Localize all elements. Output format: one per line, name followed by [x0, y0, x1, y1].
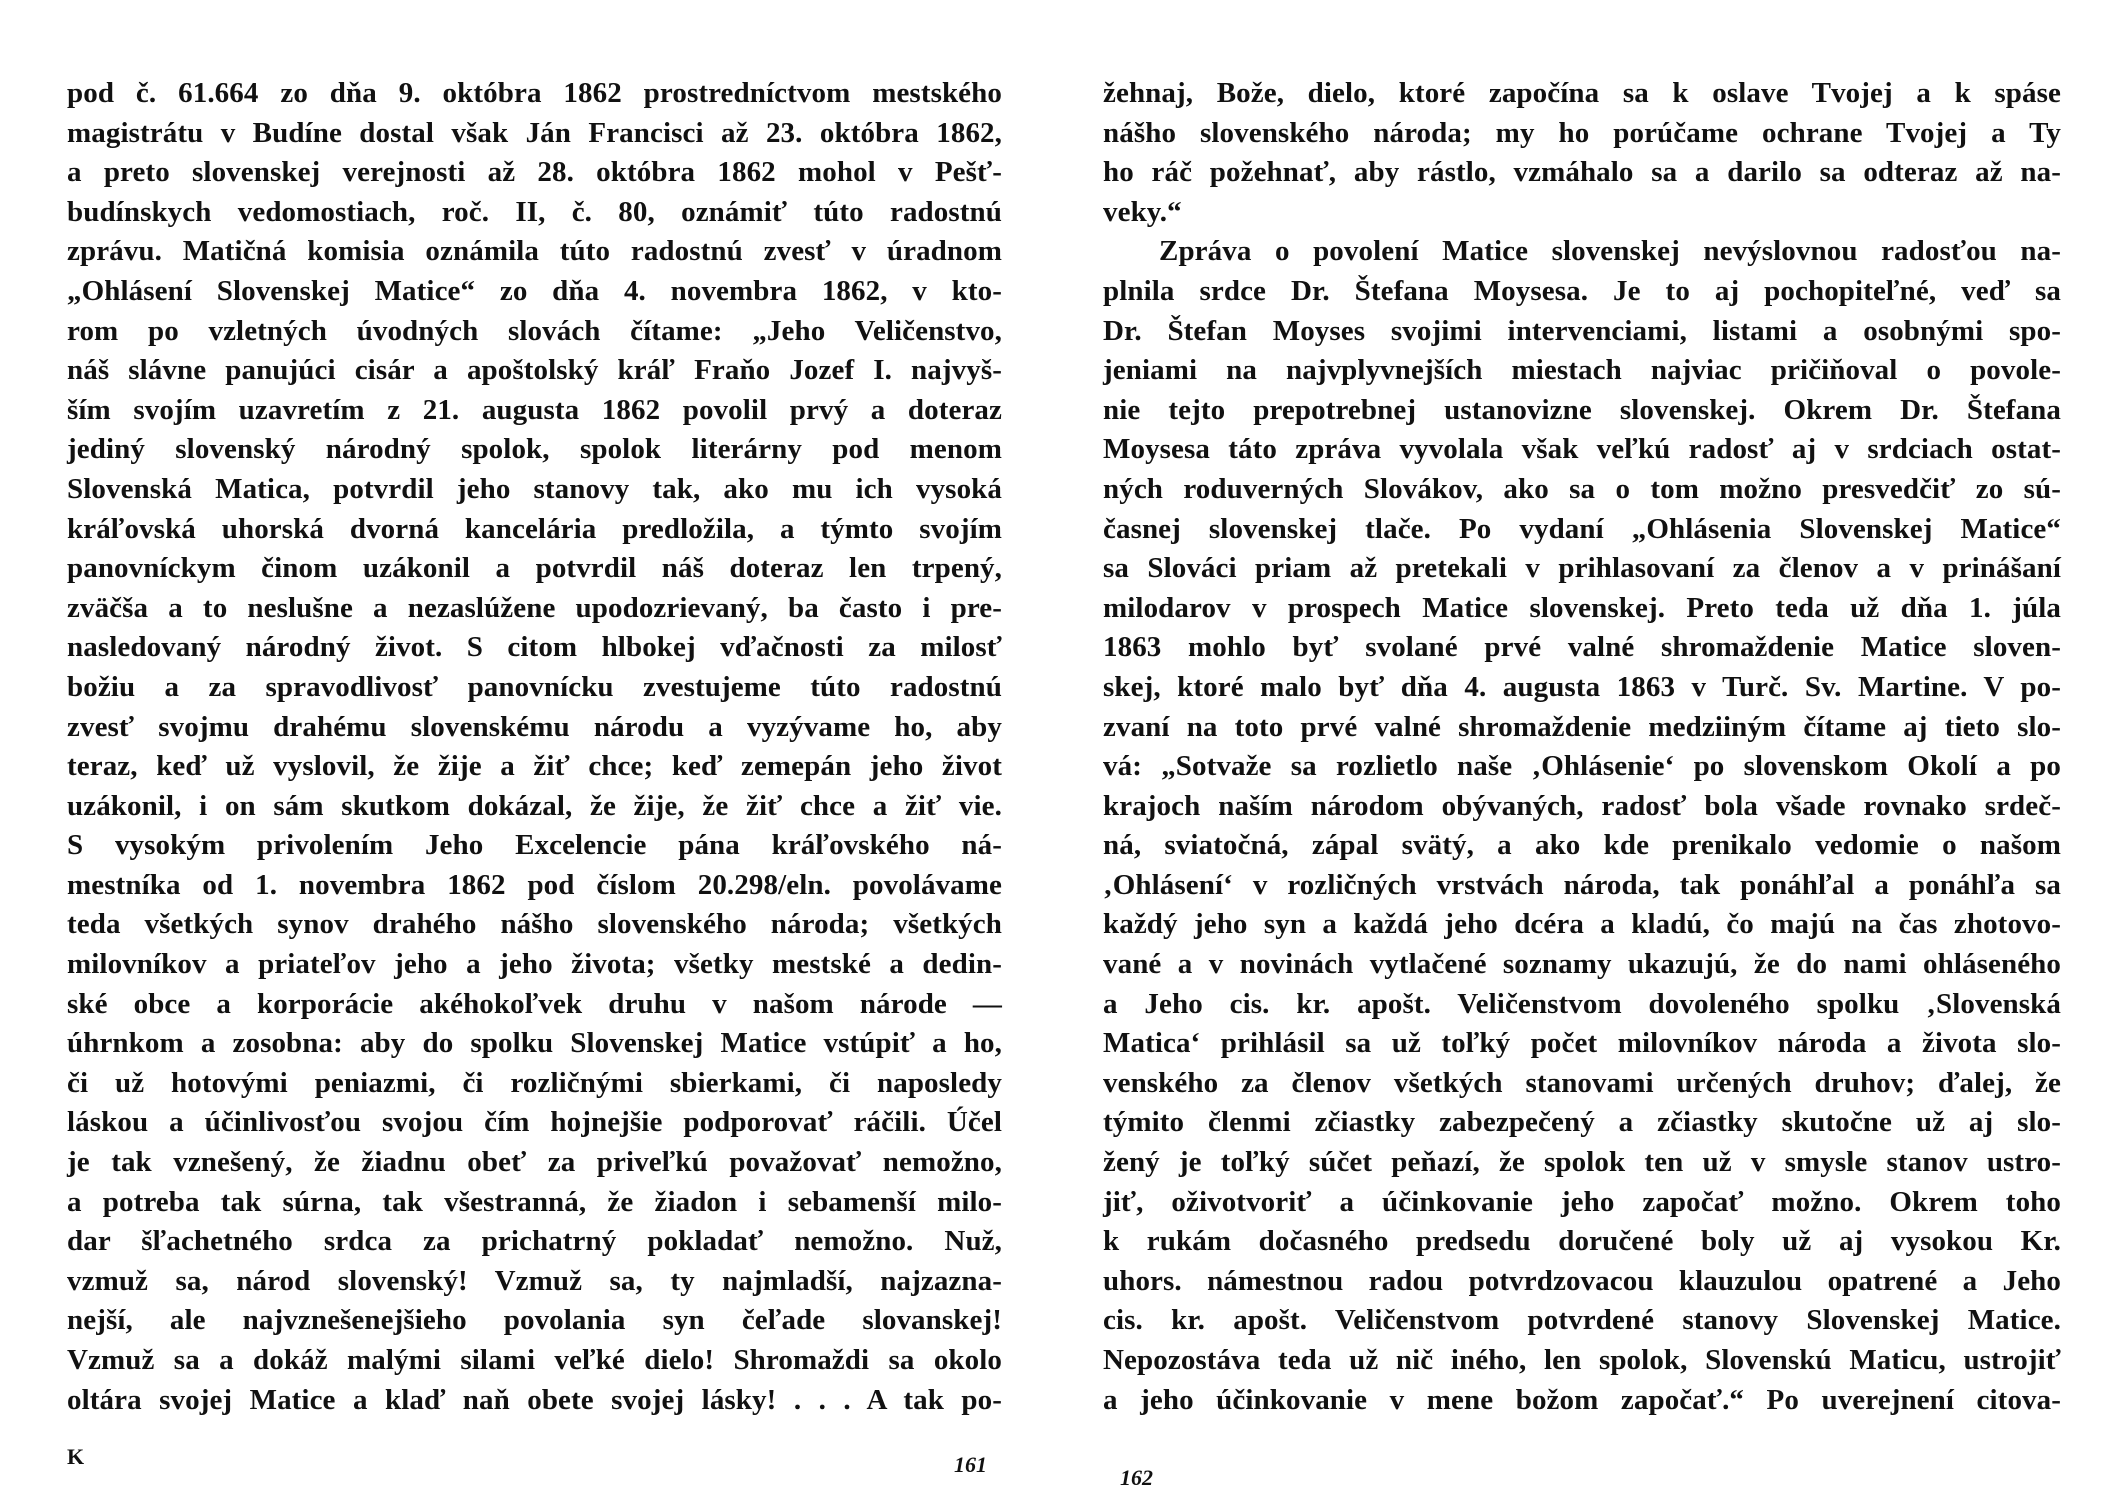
text-line: teda všetkých synov drahého nášho slovenského národa; všetkých — [67, 908, 1002, 941]
text-line: dar šľachetného srdca za prichatrný pokladať nemožno. Nuž, — [67, 1225, 1002, 1258]
text-line: milovníkov a priateľov jeho a jeho života; všetky mestské a dedin- — [67, 948, 1002, 981]
text-line: jiť, oživotvoriť a účinkovanie jeho započať možno. Okrem toho — [1103, 1185, 2061, 1218]
page-number: 161 — [954, 1452, 987, 1477]
text-line: skej, ktoré malo byť dňa 4. augusta 1863 v Turč. Sv. Martine. V po- — [1103, 670, 2061, 703]
text-line: zvesť svojmu drahému slovenskému národu a vyzývame ho, aby — [67, 710, 1002, 743]
text-line: zvaní na toto prvé valné shromaždenie medziiným čítame aj tieto slo- — [1103, 710, 2061, 743]
text-line: náš slávne panujúci cisár a apoštolský kráľ Fraňo Jozef I. najvyš- — [67, 354, 1002, 387]
page-number: 162 — [1120, 1465, 1153, 1490]
text-line: teraz, keď už vyslovil, že žije a žiť chce; keď zemepán jeho život — [67, 750, 1002, 783]
text-line: nejší, ale najvznešenejšieho povolania syn čeľade slovanskej! — [67, 1304, 1002, 1337]
text-line: pod č. 61.664 zo dňa 9. októbra 1862 prostredníctvom mestského — [67, 77, 1002, 109]
text-line: časnej slovenskej tlače. Po vydaní „Ohlásenia Slovenskej Matice“ — [1103, 512, 2061, 545]
right-page — [1053, 0, 2106, 1500]
text-line: vané a v novinách vytlačené soznamy ukazujú, že do nami ohláseného — [1103, 948, 2061, 981]
text-line: je tak vznešený, že žiadnu obeť za priveľkú považovať nemožno, — [67, 1146, 1002, 1179]
text-line: Vzmuž sa a dokáž malými silami veľké dielo! Shromaždi sa okolo — [67, 1344, 1002, 1376]
text-line: úhrnkom a zosobna: aby do spolku Slovenskej Matice vstúpiť a ho, — [67, 1027, 1002, 1060]
text-line: oltára svojej Matice a klaď naň obete svojej lásky! . . . A tak po- — [67, 1383, 1002, 1416]
text-line: budínskych vedomostiach, roč. II, č. 80, oznámiť túto radostnú — [67, 195, 1002, 228]
text-line: ské obce a korporácie akéhokoľvek druhu v našom národe — — [67, 987, 1002, 1020]
text-line: každý jeho syn a každá jeho dcéra a kladú, čo majú na čas zhotovo- — [1103, 908, 2061, 941]
text-line: Nepozostáva teda už nič iného, len spolok, Slovenskú Maticu, ustrojiť — [1103, 1344, 2061, 1376]
text-line: láskou a účinlivosťou svojou čím hojnejšie podporovať ráčili. Účel — [67, 1106, 1002, 1139]
text-line: Slovenská Matica, potvrdil jeho stanovy tak, ako mu ich vysoká — [67, 472, 1002, 505]
text-line: týmito členmi zčiastky zabezpečený a zčiastky skutočne už aj slo- — [1103, 1106, 2061, 1139]
text-line: S vysokým privolením Jeho Excelencie pána kráľovského ná- — [67, 829, 1002, 862]
text-line: vzmuž sa, národ slovenský! Vzmuž sa, ty najmladší, najzazna- — [67, 1264, 1002, 1297]
text-line: k rukám dočasného predsedu doručené boly už aj vysokou Kr. — [1103, 1225, 2061, 1258]
text-line: žený je toľký súčet peňazí, že spolok ten už v smysle stanov ustro- — [1103, 1146, 2061, 1179]
text-line: jediný slovenský národný spolok, spolok literárny pod menom — [67, 433, 1002, 466]
left-text-column — [67, 74, 1002, 1420]
text-line: plnila srdce Dr. Štefana Moysesa. Je to aj pochopiteľné, veď sa — [1103, 274, 2061, 307]
text-line: krajoch naším národom obývaných, radosť bola všade rovnako srdeč- — [1103, 789, 2061, 822]
text-line: 1863 mohlo byť svolané prvé valné shromaždenie Matice sloven- — [1103, 631, 2061, 664]
text-line: „Ohlásení Slovenskej Matice“ zo dňa 4. novembra 1862, v kto- — [67, 274, 1002, 307]
text-line: mestníka od 1. novembra 1862 pod číslom 20.298/eln. povolávame — [67, 868, 1002, 901]
text-line: žehnaj, Bože, dielo, ktoré započína sa k oslave Tvojej a k spáse — [1103, 77, 2061, 109]
text-line: nasledovaný národný život. S citom hlbokej vďačnosti za milosť — [67, 631, 1002, 664]
text-line: nášho slovenského národa; my ho porúčame ochrane Tvojej a Ty — [1103, 116, 2061, 149]
text-line: ho ráč požehnať, aby rástlo, vzmáhalo sa a darilo sa odteraz až na- — [1103, 156, 2061, 189]
text-line: ných roduverných Slovákov, ako sa o tom možno presvedčiť zo sú- — [1103, 472, 2061, 505]
text-line: ná, sviatočná, zápal svätý, a ako kde prenikalo vedomie o našom — [1103, 829, 2061, 862]
right-text-column — [1103, 74, 2061, 1420]
text-line: Moysesa táto zpráva vyvolala však veľkú radosť aj v srdciach ostat- — [1103, 433, 2061, 466]
text-line: nie tejto prepotrebnej ustanovizne slovenskej. Okrem Dr. Štefana — [1103, 393, 2061, 426]
text-line: sa Slováci priam až pretekali v prihlasovaní za členov a v prinášaní — [1103, 552, 2061, 585]
text-line: zväčša a to neslušne a nezaslúžene upodozrievaný, ba často i pre- — [67, 591, 1002, 624]
text-line: Matica‘ prihlásil sa už toľký počet milovníkov národa a života slo- — [1103, 1027, 2061, 1060]
text-line: venského za členov všetkých stanovami určených druhov; ďalej, že — [1103, 1066, 2061, 1099]
text-line: či už hotovými peniazmi, či rozličnými sbierkami, či naposledy — [67, 1066, 1002, 1099]
text-line: cis. kr. apošt. Veličenstvom potvrdené stanovy Slovenskej Matice. — [1103, 1304, 2061, 1337]
text-line: vá: „Sotvaže sa rozlietlo naše ‚Ohlásenie‘ po slovenskom Okolí a po — [1103, 750, 2061, 783]
text-line: a jeho účinkovanie v mene božom započať.“ Po uverejnení citova- — [1103, 1383, 2061, 1416]
text-line: zprávu. Matičná komisia oznámila túto radostnú zvesť v úradnom — [67, 235, 1002, 268]
text-line: jeniami na najvplyvnejších miestach najviac pričiňoval o povole- — [1103, 354, 2061, 387]
signature-mark: K — [67, 1444, 85, 1469]
text-line: ším svojím uzavretím z 21. augusta 1862 povolil prvý a doteraz — [67, 393, 1002, 426]
text-line: milodarov v prospech Matice slovenskej. Preto teda už dňa 1. júla — [1103, 591, 2061, 624]
text-line: magistrátu v Budíne dostal však Ján Francisci až 23. októbra 1862, — [67, 116, 1002, 149]
text-line: božiu a za spravodlivosť panovnícku zvestujeme túto radostnú — [67, 670, 1002, 703]
text-line: panovníckym činom uzákonil a potvrdil náš doteraz len trpený, — [67, 552, 1002, 585]
text-line: a Jeho cis. kr. apošt. Veličenstvom dovoleného spolku ‚Slovenská — [1103, 987, 2061, 1020]
text-line: a preto slovenskej verejnosti až 28. októbra 1862 mohol v Pešť- — [67, 156, 1002, 189]
text-line: Dr. Štefan Moyses svojimi intervenciami, listami a osobnými spo- — [1103, 314, 2061, 347]
text-line: a potreba tak súrna, tak všestranná, že žiadon i sebamenší milo- — [67, 1185, 1002, 1218]
text-line: veky.“ — [1103, 195, 1182, 228]
text-line: kráľovská uhorská dvorná kancelária predložila, a týmto svojím — [67, 512, 1002, 545]
text-line: Zpráva o povolení Matice slovenskej nevýslovnou radosťou na- — [1159, 235, 2061, 268]
text-line: ‚Ohlásení‘ v rozličných vrstvách národa, tak ponáhľal a ponáhľa sa — [1103, 868, 2061, 901]
text-line: uzákonil, i on sám skutkom dokázal, že žije, že žiť chce a žiť vie. — [67, 789, 1002, 822]
text-line: uhors. námestnou radou potvrdzovacou klauzulou opatrené a Jeho — [1103, 1264, 2061, 1297]
text-line: rom po vzletných úvodných slovách čítame: „Jeho Veličenstvo, — [67, 314, 1002, 347]
